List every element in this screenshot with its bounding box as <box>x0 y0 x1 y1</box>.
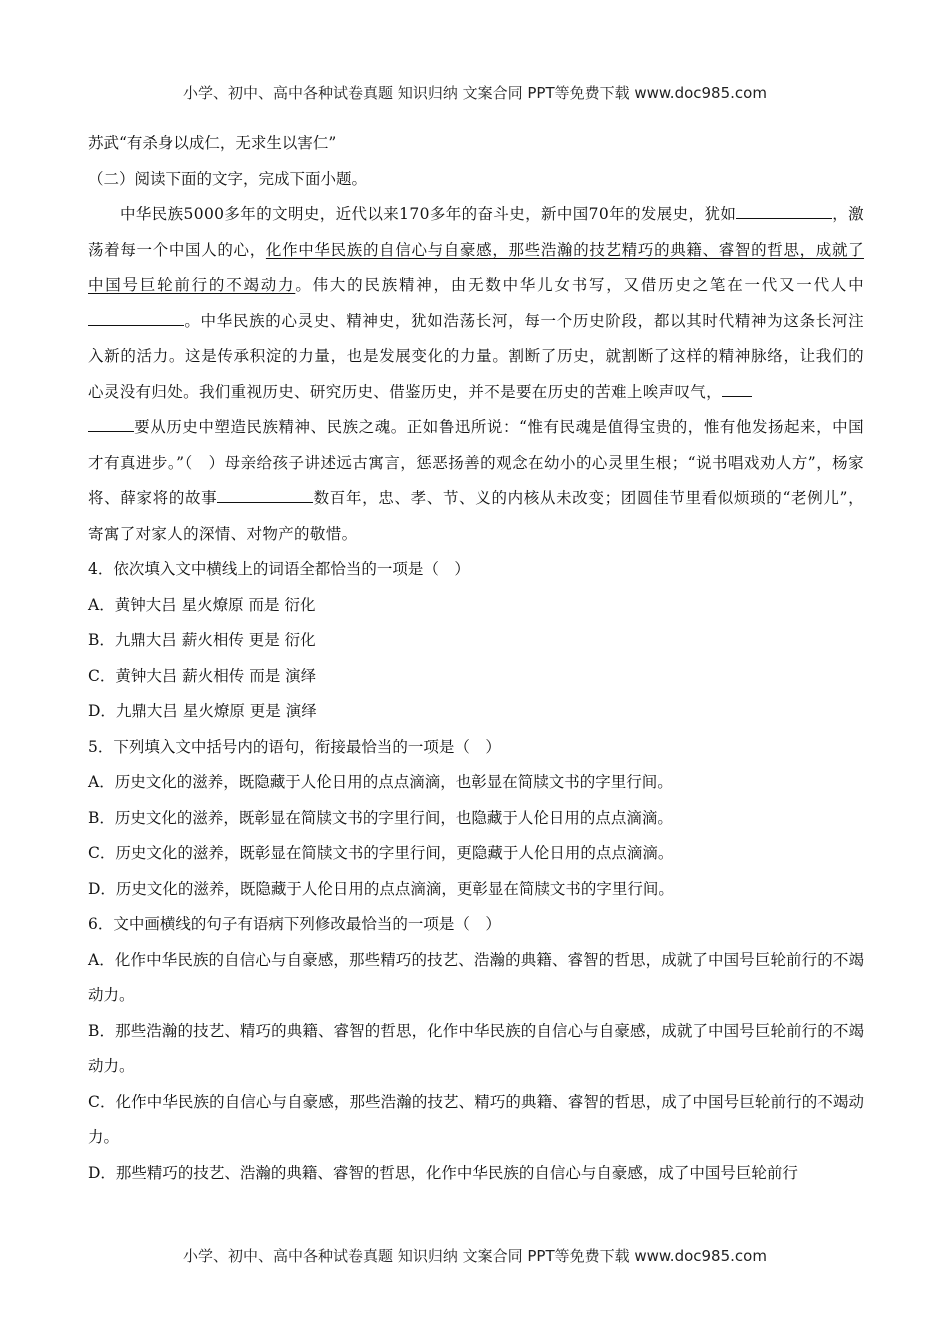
page-header: 小学、初中、高中各种试卷真题 知识归纳 文案合同 PPT等免费下载 www.doc985.com <box>183 84 767 102</box>
question-6-option-b: B．那些浩瀚的技艺、精巧的典籍、睿智的哲思，化作中华民族的自信心与自豪感，成就了中国号巨轮前行的不竭动力。 <box>88 1021 864 1075</box>
page-footer: 小学、初中、高中各种试卷真题 知识归纳 文案合同 PPT等免费下载 www.doc985.com <box>183 1247 767 1265</box>
quote-line: 苏武“有杀身以成仁，无求生以害仁” <box>88 134 337 152</box>
question-5-option-c: C．历史文化的滋养，既彰显在简牍文书的字里行间，更隐藏于人伦日用的点点滴滴。 <box>88 844 674 862</box>
fill-blank-4 <box>217 486 313 503</box>
question-4-option-b: B．九鼎大吕 薪火相传 更是 衍化 <box>88 631 316 649</box>
question-4-option-c: C．黄钟大吕 薪火相传 而是 演绎 <box>88 666 317 685</box>
question-6-option-c: C．化作中华民族的自信心与自豪感，那些浩瀚的技艺、精巧的典籍、睿智的哲思，成了中国号巨轮前行的不竭动力。 <box>88 1092 864 1146</box>
passage-part-1: 中华民族5000多年的文明史，近代以来170多年的奋斗史，新中国70年的发展史，犹如 <box>120 205 737 223</box>
passage-part-7: 数百年，忠、孝、节、义的内核从未改变；团圆佳节里看似烦琐的“老例儿”，寄寓了对家人的深情、对物产的敬惜。 <box>88 489 864 543</box>
passage-part-6: 要从历史中塑造民族精神、民族之魂。正如鲁迅所说：“惟有民魂是值得宝贵的，惟有他发扬起来，中国才有真进步。”（ ）母亲给孩子讲述远古寓言，惩恶扬善的观念在幼小的心灵里生根；“说书唱戏劝人方”，杨家将、薛家将的故事 <box>88 418 864 507</box>
question-5-option-b: B．历史文化的滋养，既彰显在简牍文书的字里行间，也隐藏于人伦日用的点点滴滴。 <box>88 808 673 827</box>
fill-blank-2 <box>88 309 184 326</box>
question-4-stem: 4．依次填入文中横线上的词语全都恰当的一项是（ ） <box>88 560 470 578</box>
fill-blank-3a <box>722 380 752 397</box>
question-5-option-d: D．历史文化的滋养，既隐藏于人伦日用的点点滴滴，更彰显在简牍文书的字里行间。 <box>88 879 674 898</box>
passage-part-4: 。伟大的民族精神，由无数中华儿女书写，又借历史之笔在一代又一代人中 <box>295 276 864 294</box>
reading-passage <box>88 197 864 552</box>
fill-blank-3b <box>88 415 134 432</box>
document-body <box>88 126 864 1191</box>
passage-part-5: 。中华民族的心灵史、精神史，犹如浩荡长河，每一个历史阶段，都以其时代精神为这条长河注入新的活力。这是传承积淀的力量，也是发展变化的力量。割断了历史，就割断了这样的精神脉络，让我们的心灵没有归处。我们重视历史、研究历史、借鉴历史，并不是要在历史的苦难上唉声叹气， <box>88 311 864 401</box>
question-4-option-d: D．九鼎大吕 星火燎原 更是 演绎 <box>88 702 317 720</box>
question-5-stem: 5．下列填入文中括号内的语句，衔接最恰当的一项是（ ） <box>88 737 501 756</box>
question-5-option-a: A．历史文化的滋养，既隐藏于人伦日用的点点滴滴，也彰显在简牍文书的字里行间。 <box>88 773 673 791</box>
underlined-sentence: 化作中华民族的自信心与自豪感，那些浩瀚的技艺精巧的典籍、睿智的哲思，成就了中国号巨轮前行的不竭动力 <box>88 240 864 294</box>
question-6-option-d: D．那些精巧的技艺、浩瀚的典籍、睿智的哲思，化作中华民族的自信心与自豪感，成了中国号巨轮前行 <box>88 1163 798 1182</box>
question-6-stem: 6．文中画横线的句子有语病下列修改最恰当的一项是（ ） <box>88 915 501 933</box>
question-6-option-a: A．化作中华民族的自信心与自豪感，那些精巧的技艺、浩瀚的典籍、睿智的哲思，成就了中国号巨轮前行的不竭动力。 <box>88 950 864 1004</box>
section-heading: （二）阅读下面的文字，完成下面小题。 <box>88 169 368 188</box>
question-4-option-a: A．黄钟大吕 星火燎原 而是 衍化 <box>88 595 316 614</box>
passage-part-2: ，激荡着每一个中国人的心， <box>88 205 864 259</box>
fill-blank-1 <box>736 202 832 219</box>
